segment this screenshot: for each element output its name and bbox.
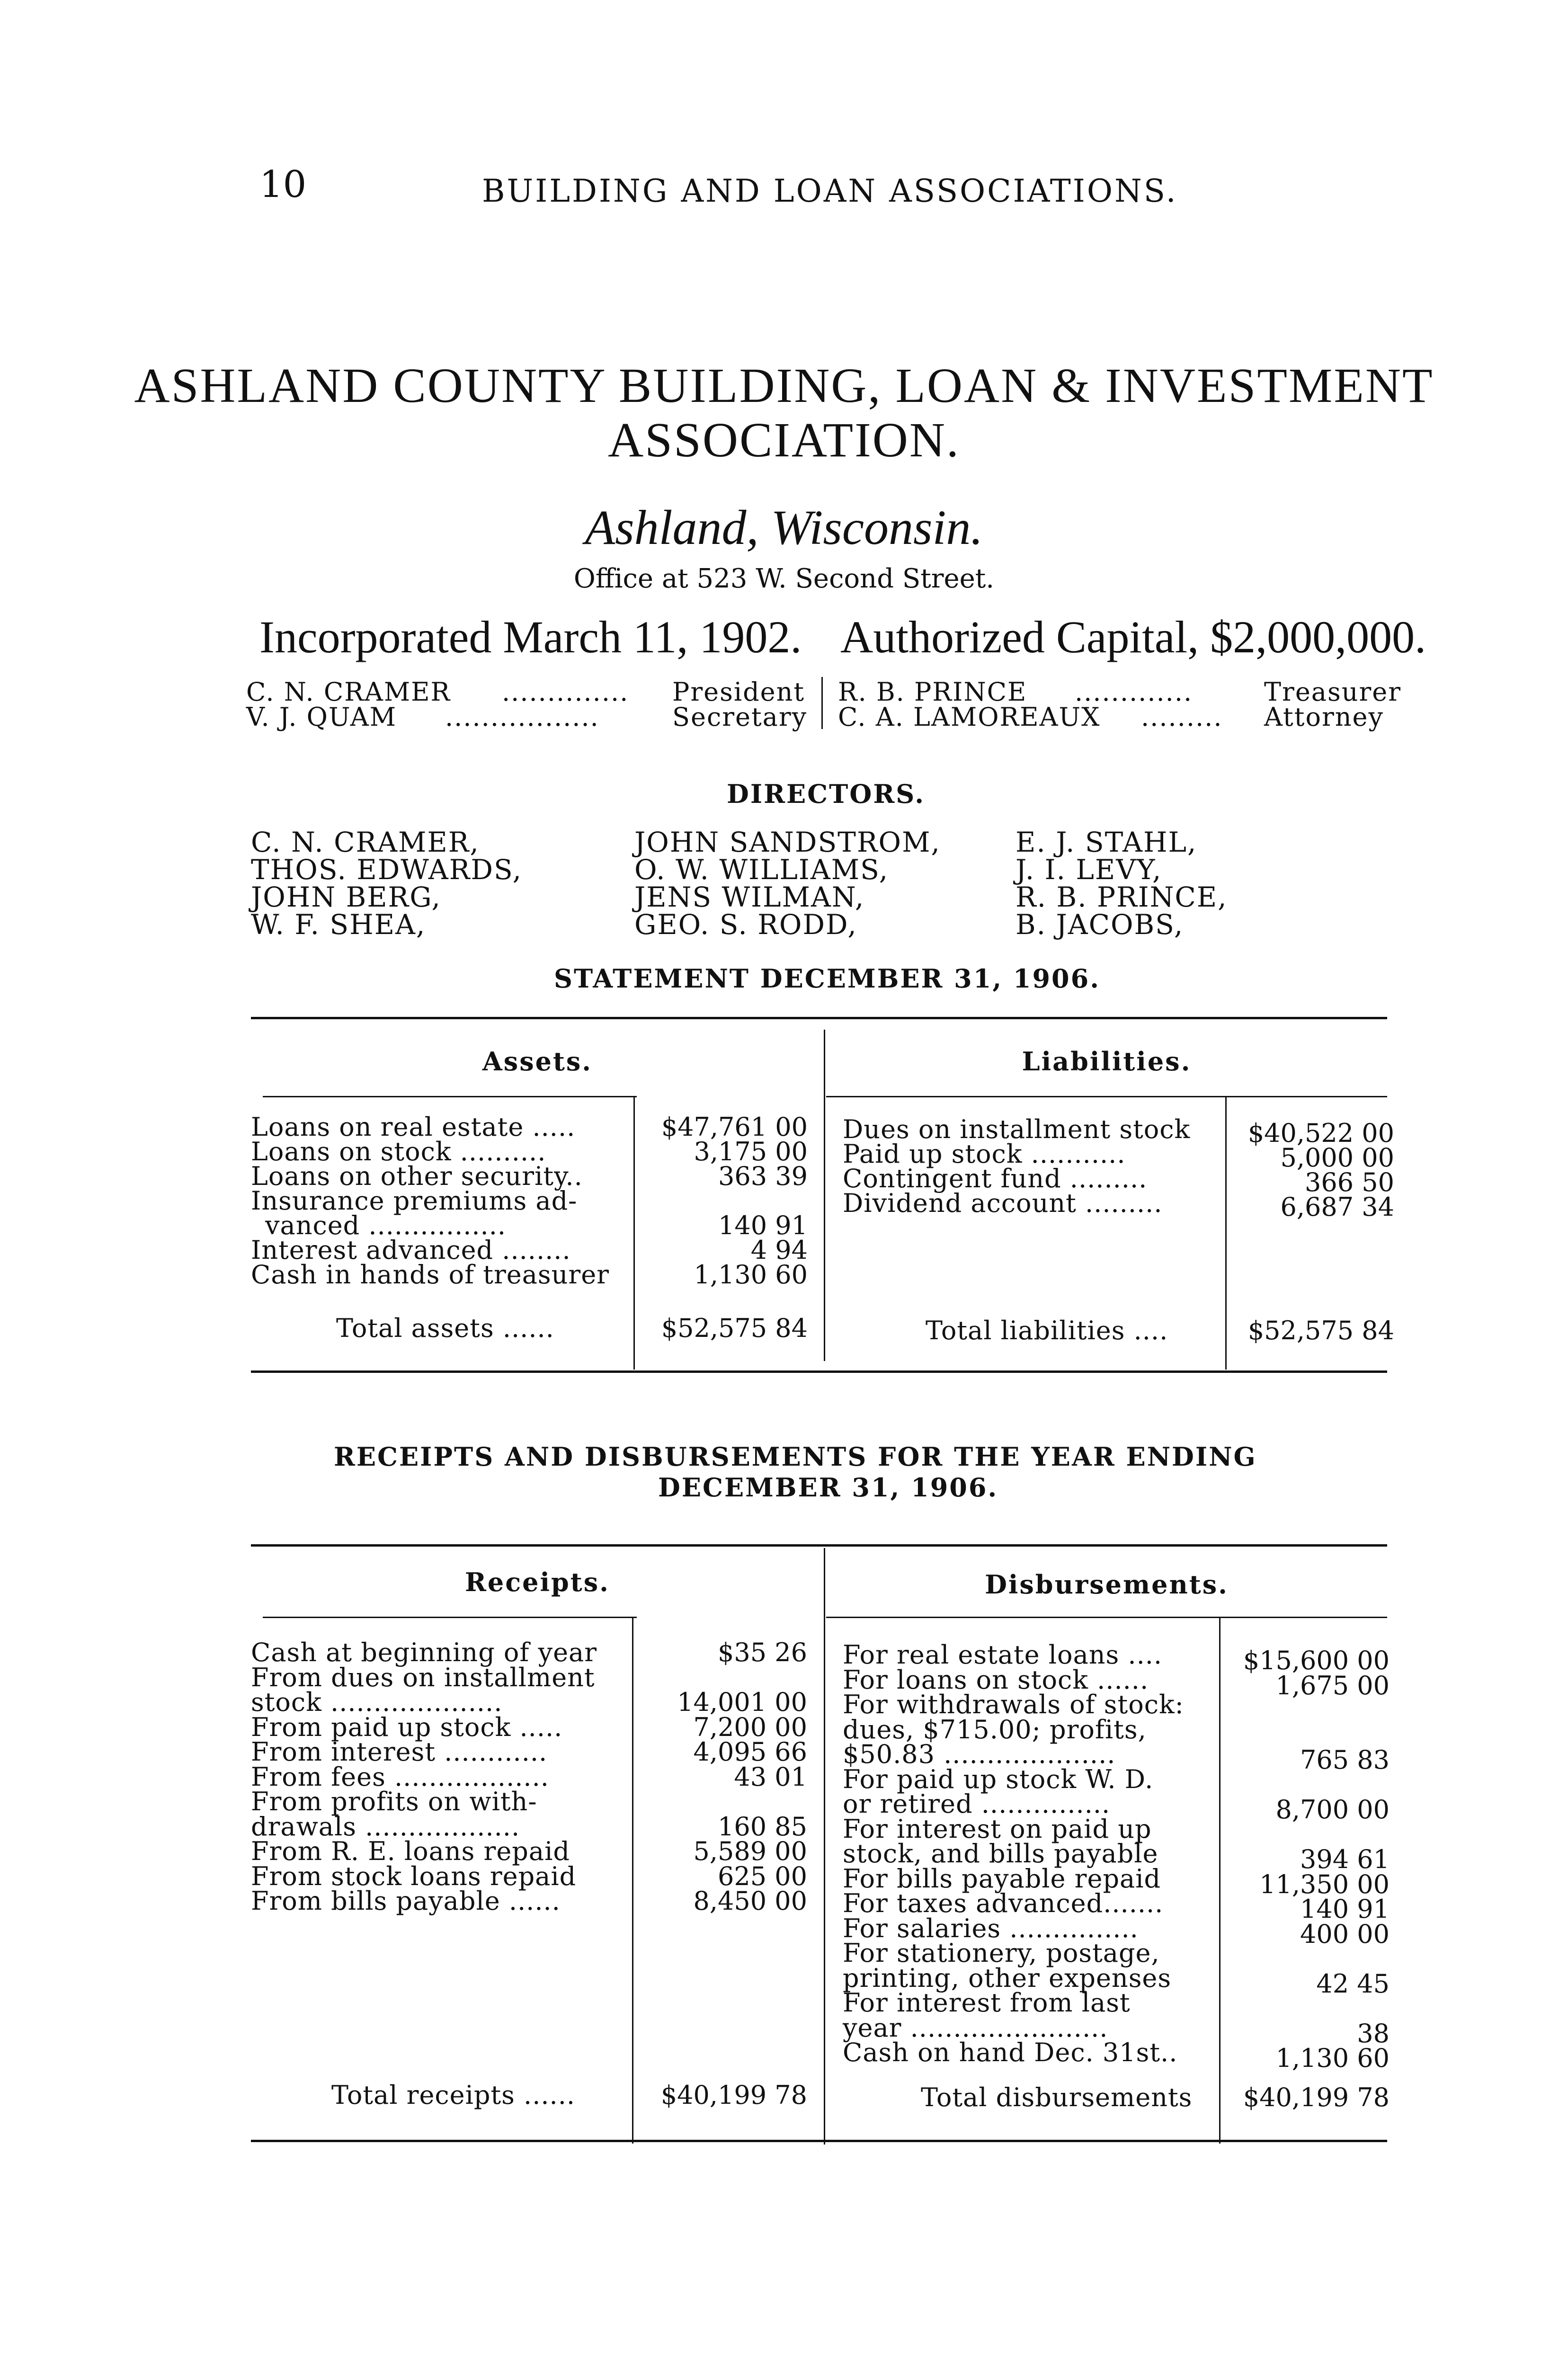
asset-label: Loans on other security..	[251, 1161, 583, 1191]
receipt-line: Cash at beginning of year	[251, 1637, 597, 1667]
director-name: C. N. CRAMER,	[251, 826, 480, 858]
directors-heading: DIRECTORS.	[727, 779, 926, 809]
liability-label: Contingent fund .........	[843, 1164, 1148, 1193]
officer-title: President	[672, 677, 805, 707]
disbursement-amount: 1,130 60	[1275, 2043, 1390, 2073]
receipt-line: stock ....................	[251, 1687, 503, 1717]
directors-column-2	[634, 826, 941, 941]
disbursements-header-rule	[826, 1617, 1387, 1618]
directors-column-1	[251, 826, 523, 941]
receipt-amount: 4,095 66	[693, 1737, 807, 1767]
receipts-center-divider	[824, 1548, 825, 2145]
receipt-line: From paid up stock .....	[251, 1712, 563, 1742]
association-location: Ashland, Wisconsin.	[585, 500, 983, 555]
disbursement-amount: 11,350 00	[1259, 1869, 1390, 1899]
officer-name: V. J. QUAM	[246, 702, 397, 732]
officer-leader-dots: .........	[1141, 702, 1223, 732]
incorporated-date: Incorporated March 11, 1902.	[259, 612, 802, 662]
asset-amount: 140 91	[718, 1210, 808, 1240]
receipt-line: From interest ............	[251, 1737, 548, 1767]
asset-label: vanced ................	[265, 1210, 507, 1240]
assets-header: Assets.	[482, 1046, 593, 1077]
directors-column-3	[1016, 826, 1228, 941]
officer-leader-dots: ..............	[502, 677, 629, 707]
disbursement-amount: 400 00	[1300, 1919, 1390, 1949]
statement-heading: STATEMENT DECEMBER 31, 1906.	[554, 963, 1101, 994]
disbursements-header: Disbursements.	[985, 1569, 1229, 1600]
receipt-line: From stock loans repaid	[251, 1861, 577, 1891]
liability-label: Dividend account .........	[843, 1188, 1163, 1218]
disbursements-amount-divider	[1219, 1618, 1221, 2144]
officer-title: Secretary	[672, 702, 808, 732]
disbursement-line: For loans on stock ......	[843, 1664, 1149, 1695]
receipt-line: From fees ..................	[251, 1762, 549, 1792]
disbursement-line: or retired ...............	[843, 1789, 1111, 1819]
receipt-line: From dues on installment	[251, 1662, 595, 1692]
liability-label: Dues on installment stock	[843, 1114, 1191, 1144]
asset-amount: $47,761 00	[661, 1112, 808, 1142]
total-disbursements-amount: $40,199 78	[1243, 2082, 1390, 2112]
disbursement-amount: 765 83	[1300, 1745, 1390, 1775]
assets-header-rule	[263, 1096, 637, 1097]
receipt-line: From bills payable ......	[251, 1886, 561, 1916]
asset-label: Interest advanced ........	[251, 1235, 571, 1265]
director-name: B. JACOBS,	[1016, 908, 1184, 941]
officer-title: Treasurer	[1264, 677, 1402, 707]
total-receipts-amount: $40,199 78	[660, 2080, 807, 2110]
liability-amount: $40,522 00	[1247, 1118, 1394, 1148]
authorized-capital: Authorized Capital, $2,000,000.	[840, 612, 1426, 662]
statement-top-rule	[251, 1017, 1387, 1019]
disbursement-line: stock, and bills payable	[843, 1839, 1158, 1869]
disbursement-line: For interest from last	[843, 1988, 1131, 2018]
association-title-line1: ASHLAND COUNTY BUILDING, LOAN & INVESTMENT	[134, 358, 1434, 413]
liability-amount: 366 50	[1305, 1167, 1394, 1197]
asset-label: Loans on stock ..........	[251, 1137, 546, 1166]
total-assets-amount: $52,575 84	[661, 1313, 808, 1343]
disbursement-amount: $15,600 00	[1243, 1646, 1390, 1675]
disbursement-line: For stationery, postage,	[843, 1938, 1160, 1968]
statement-bottom-rule	[251, 1370, 1387, 1373]
asset-label: Loans on real estate .....	[251, 1112, 576, 1142]
receipts-heading-line1: RECEIPTS AND DISBURSEMENTS FOR THE YEAR ENDING	[334, 1442, 1257, 1472]
officer-name: R. B. PRINCE	[838, 677, 1027, 707]
receipt-line: From R. E. loans repaid	[251, 1836, 570, 1866]
disbursement-line: For interest on paid up	[843, 1814, 1152, 1844]
receipt-line: From profits on with-	[251, 1787, 537, 1816]
director-name: J. I. LEVY,	[1016, 854, 1162, 886]
disbursement-line: For paid up stock W. D.	[843, 1764, 1154, 1794]
officer-title: Attorney	[1264, 702, 1384, 732]
asset-amount: 1,130 60	[694, 1260, 808, 1290]
receipts-header-rule	[263, 1617, 637, 1618]
receipts-top-rule	[251, 1544, 1387, 1547]
association-title-line2: ASSOCIATION.	[608, 413, 960, 467]
director-name: GEO. S. RODD,	[634, 908, 857, 941]
receipt-amount: 160 85	[718, 1811, 807, 1842]
liabilities-header-rule	[826, 1096, 1387, 1097]
liabilities-header: Liabilities.	[1022, 1046, 1192, 1077]
disbursement-line: For real estate loans ....	[843, 1640, 1163, 1670]
liability-amount: 6,687 34	[1280, 1192, 1394, 1222]
asset-amount: 3,175 00	[694, 1137, 808, 1166]
assets-amount-divider	[633, 1097, 635, 1370]
asset-amount: 363 39	[718, 1161, 808, 1191]
disbursement-line: Cash on hand Dec. 31st..	[843, 2038, 1178, 2067]
liability-amount: 5,000 00	[1280, 1143, 1394, 1173]
disbursement-amount: 42 45	[1316, 1968, 1390, 1999]
receipt-line: drawals ..................	[251, 1811, 520, 1842]
running-head: BUILDING AND LOAN ASSOCIATIONS.	[482, 173, 1178, 209]
disbursement-amount: 1,675 00	[1275, 1670, 1390, 1700]
page-number: 10	[259, 163, 307, 206]
receipt-amount: 625 00	[718, 1861, 807, 1891]
director-name: R. B. PRINCE,	[1016, 881, 1228, 913]
director-name: W. F. SHEA,	[251, 908, 426, 941]
director-name: JOHN SANDSTROM,	[634, 826, 941, 858]
disbursement-line: For withdrawals of stock:	[843, 1690, 1184, 1719]
disbursement-line: year .......................	[843, 2012, 1108, 2043]
disbursement-line: For taxes advanced.......	[843, 1888, 1164, 1918]
officers-divider	[821, 677, 823, 729]
director-name: JOHN BERG,	[251, 881, 441, 913]
liabilities-amount-divider	[1225, 1097, 1227, 1370]
disbursement-line: $50.83 ....................	[843, 1739, 1116, 1769]
total-liabilities-label: Total liabilities ....	[926, 1316, 1168, 1345]
liability-label: Paid up stock ...........	[843, 1139, 1126, 1169]
disbursement-line: printing, other expenses	[843, 1963, 1172, 1993]
asset-label: Cash in hands of treasurer	[251, 1260, 609, 1290]
disbursement-amount: 8,700 00	[1275, 1795, 1390, 1824]
officer-name: C. N. CRAMER	[246, 677, 451, 707]
total-receipts-label: Total receipts ......	[331, 2080, 576, 2110]
receipts-heading-line2: DECEMBER 31, 1906.	[658, 1472, 998, 1503]
director-name: JENS WILMAN,	[634, 881, 865, 913]
office-address: Office at 523 W. Second Street.	[573, 563, 995, 594]
disbursement-amount: 140 91	[1300, 1894, 1390, 1924]
disbursement-line: For salaries ...............	[843, 1913, 1139, 1943]
receipt-amount: 7,200 00	[693, 1712, 807, 1742]
director-name: E. J. STAHL,	[1016, 826, 1197, 858]
receipt-amount: 5,589 00	[693, 1836, 807, 1866]
total-assets-label: Total assets ......	[336, 1313, 554, 1343]
receipt-amount: 8,450 00	[693, 1886, 807, 1916]
disbursement-amount: 394 61	[1300, 1844, 1390, 1874]
disbursement-line: dues, $715.00; profits,	[843, 1714, 1147, 1744]
asset-amount: 4 94	[750, 1235, 808, 1265]
officer-name: C. A. LAMOREAUX	[838, 702, 1101, 732]
officer-leader-dots: .................	[445, 702, 599, 732]
total-disbursements-label: Total disbursements	[921, 2082, 1193, 2112]
director-name: THOS. EDWARDS,	[251, 854, 523, 886]
director-name: O. W. WILLIAMS,	[634, 854, 889, 886]
statement-center-divider	[824, 1030, 825, 1361]
officer-leader-dots: .............	[1075, 677, 1193, 707]
disbursement-line: For bills payable repaid	[843, 1863, 1161, 1894]
receipts-amount-divider	[632, 1618, 633, 2144]
receipts-header: Receipts.	[465, 1567, 610, 1597]
receipts-bottom-rule	[251, 2140, 1387, 2142]
receipt-amount: 14,001 00	[677, 1687, 807, 1717]
receipt-amount: $35 26	[718, 1637, 807, 1667]
receipt-amount: 43 01	[734, 1762, 807, 1792]
total-liabilities-amount: $52,575 84	[1247, 1316, 1394, 1345]
disbursement-amount: 38	[1357, 2018, 1390, 2048]
asset-label: Insurance premiums ad-	[251, 1186, 578, 1216]
